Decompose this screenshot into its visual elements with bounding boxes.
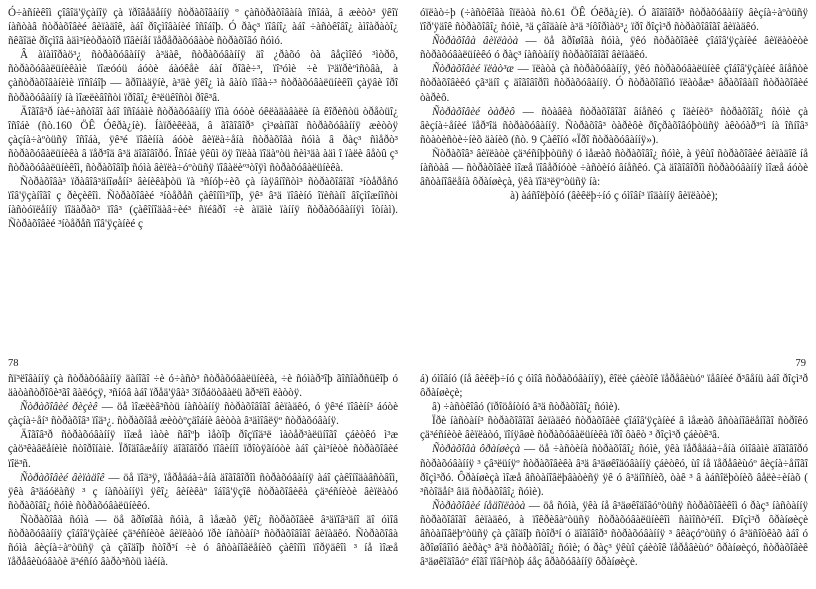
term-franchise: Ñòðàõîâà ôðàíøèçà (432, 443, 521, 456)
page-number-right: 79 (795, 358, 806, 369)
right-paragraph-3 (420, 62, 808, 104)
left-paragraph-3: Äîãîâ³ð íàé÷àñòîâî àáî îñîáàìè ñòðàõóâàííÿ ïîìà óóòè óêëàäàâàëè íà êîðèñòü òðåòüî¿ îñîáè (ñò.160 ÖÊ Óêðà¿íè). Íàïðèêëàä, â ãîãîâîð³ çì³øàíîãî ñòðàõóâàííÿ æèòòÿ çàçíà÷àºòüñÿ îñîáà, ÿê³é ïîâèííà áóòè âèïëà÷åíà ñòðàõîâà ñóìà â ðàç³ ñìåðò³ ñòðàõóâàëüíèêà â ïåð³îä â³ä äîãîâîðó. Îñîáè ÿêûì öÿ îïëàà ïîäàºòü ñèì³äà àäì î ïàëè âåòû ç³ ñòðàõóâàëüíèêîì, ñòðàõîâîþ ñóìà âèïëà÷óºòüñÿ ïîâàëèº³òîÿì ñòðàõóâàëüíèêà. (8, 105, 398, 175)
right-paragraph-1: óïëàò÷þ (÷àñòêîâà îïëàòà ñò.61 ÖÊ Óêðà¿íè). Ó ãîãîâîð³ ñòðàõóâàííÿ âèçíà÷àºòüñÿ ïîð'ÿäîê ñòðàõîâî¿ ñóìè, ³ä çâîäàíè à³ä ³íôîðìàö³¿ ïðî ðîçì³ð ñòðàõîâîãî âèïàäêó. (420, 7, 808, 34)
term-risk: Ñòðàõîâèé ðèçèê (20, 401, 98, 414)
term-payout: Ñòðàõîâà âèïëàòà (432, 35, 519, 48)
left-paragraph-9: Ñòðàõîâà ñóìà — öå ãðîøîâà ñóìà, â ìåæàõ ÿêî¿ ñòðàõîâèê â³äïîâ³äíî äî óìîâ ñòðàõóâàííÿ çîáîâ'ÿçàíèé çä³éñíèòè âèïëàòó ïðè íàñòàíí³ ñòðàõîâîãî âèïàäêó. Ñòðàõîâà ñóìà âèçíà÷àºòüñÿ çà çãîäîþ ñòîð³í ÷è ó âñòàíîâëåíèõ çàêîíîì ïîðÿäêîì ³ íå ìîæå ïåðåâèùóâàòè ä³éñíó âàðò³ñòü ìàéíà. (8, 513, 398, 569)
franchise-list-item-a: à) àáñîëþòíó (âèêëþ÷íó ç óìîâí³ ïîäàííÿ âèïëàòè); (510, 190, 718, 203)
left-paragraph-8 (8, 471, 398, 513)
left-paragraph-5: ñï³ëîâàííÿ çà ñòðàõóâàííÿ äàíîãî ÷è ó÷àñò³ ñòðàõóâàëüíèêà, ÷è ñóìàð³îþ ãîñîàðñüêîþ ó äàòàñòðîôè³ãî ãàëóçÿ, ³ñíóâ àáî ïðåä'ÿâà³ 3ïðáöòâàëü ãð³ëîì ëàòòÿ. (8, 373, 398, 400)
right-lower-text (420, 372, 808, 569)
term-risk-extra: ñòðàõîâå æèòòºçäîáíè âèòòà â³äìîâëÿº ñòðàõóâàíÿ. (117, 415, 339, 428)
page-number-left: 78 (8, 358, 19, 369)
right-paragraph-2 (420, 34, 808, 62)
term-risk-definition: — öå ìîæëèâ³ñòü íàñòàííÿ ñòðàõîâîãî âèïàäêó, ó ÿê³é ïîâèíí³ áóòè çàçíà÷åí³ ñòðàõîâ³ ïîä³¿. (8, 401, 398, 428)
term-tariff: Ñòðàõîâèé òàðèô (432, 105, 515, 118)
term-insured-event: Ñòðàõîâèé âèïàäîê (20, 471, 105, 484)
term-payment-definition: — ïëàòà çà ñòðàõóâàííÿ, ÿêó ñòðàõóâàëüíèê çîáîâ'ÿçàíèé âíåñòè ñòðàõîâèêó çã³äíî ç äîãîâîðîì ñòðàõóâàííÿ. Ó ñòðàõîâîìó ïëàòåæ³ âðàõîâàíî ñòðàõîâèé òàðèô. (420, 63, 808, 104)
term-insured-event-definition: — öå ïîä³ÿ, ïåðåäáà÷åíà äîãîâîðîì ñòðàõóâàííÿ àáî çàêîíîäàâñòâîì, ÿêà â³äáóëàñÿ ³ ç íàñòàííÿì ÿêî¿ âèíèêàº îáîâ'ÿçîê ñòðàõîâèêà çä³éñíèòè âèïëàòó ñòðàõîâî¿ ñóìè ñòðàõóâàëüíèêó. (8, 471, 399, 512)
left-lower-text (8, 372, 398, 569)
franchise-list-item-b: á) óìîâíó (íå âèêëþ÷íó ç óìîâ ñòðàõóâàííÿ), êîëè çáèòîê ïåðåâèùóº ïåâíèé ð³âåíü àáî ðîçì³ð ôðàíøèçè; (420, 373, 808, 400)
franchise-list-item-c: â) ÷àñòêîâó (ïðîöåíòíó â³ä ñòðàõîâî¿ ñóìè). (432, 401, 621, 414)
left-paragraph-2: Â àïàìîðàö³¿ ñòðàõóâàííÿ à³äàê, ñòðàõóâàííÿ äî ¿ðàõó òà âåçìîêó ³ìòðô, ñòðàõóâàëüíèêàìè ïîæóóü áóòè áàóêåè áàí ðîãè÷³, ïî³óìè ÷è ï³äïðèºìñòâà, à çàñòðàõîâàíèìè ïîñîáîþ — ãðîìàäÿíè, à³äè ÿêî¿ ìà âàíò ïîâà÷³ ñòðàõóâàëüíèêîì çàÿâè îðî ñòðàõóâàííÿ íà ìîæëèâîñòi ïðîâî¿ ê³ëüêîñòi ðîê³â. (8, 49, 398, 104)
left-paragraph-4: Ñòðàõîâà³ ïðàâîâ³äíîøåíí³ âèíèêàþòü ïà ³ñíóþ÷èõ çà íàÿâíîñòì³ ñòðàõîâîãî ³íòåðåñó ïîâ'ÿçàíîãî ç ðèçèêîì. Ñòðàõîâèé ³íòåðåñ çàêîíîì³íîþ, ÿê³ â³ä ïîâèíó îïèñàíî âîçìîæíîñòi íàñòóïëåííÿ ïîäàðàõ³ ïîâ³ (çàêîíîäàâ÷èé³ ñïéâðî ÷è àïäìè ïàííÿ ñòðàõóâàííÿì îòíàì). Ñòðàõîâèé ³íòåðåñ ïîâ'ÿçàíèé ç (8, 176, 398, 231)
left-paragraph-1: Ó÷àñíèêîì çîâîä'ÿçàíîÿ çà ïðîâåäåííÿ ñòðàõîâàííÿ º çàñòðàõîâàíà îñîáà, â æèòò³ ÿêîï íàñòàâ ñòðàõîâèé âèïàäîê, àáî ðîçìîâàíèé îñîáîþ. Ó ðàç³ ïîâíî¿ àáî ÷àñòêîâî¿ àìîàðàòî¿ ñêãîäè ðîçìîâ àäì³íèòðàòîð ïîâèíåí ïåðåðàõóâàòè ñòðàõîâó ñóìó. (8, 7, 398, 48)
right-paragraph-8 (420, 499, 808, 569)
term-tariff-definition: — ñòàâêà ñòðàõîâîãî âíåñêó ç îäèíèö³ ñòðàõîâî¿ ñóìè çà âèçíà÷åíèé ïåð³îä ñòðàõóâàííÿ. Ñòðàõîâ³ òàðèôè ðîçðàõîâóþòüñÿ àêòóàð³ºì íà îñíîâ³ ñòàòèñòè÷íèõ äàíèõ (ñò. 9 Çàêîíó «Ïðî ñòðàõóâàííÿ»). (420, 105, 808, 146)
right-upper-text (420, 6, 808, 203)
right-paragraph-4 (420, 105, 808, 147)
right-paragraph-7 (420, 442, 808, 498)
left-upper-text (8, 6, 398, 232)
term-underpayment-definition: — öå ñóìà, ÿêà íå â³äøêîäîâóºòüñÿ ñòðàõîâèêîì ó ðàç³ íàñòàííÿ ñòðàõîâîãî âèïàäêó, à ïîêðèâàºòüñÿ ñòðàõóâàëüíèêîì ñàìîñò³éíî. Ðîçì³ð ôðàíøèçè âñòàíîâëþºòüñÿ çà çãîäîþ ñòîð³í ó äîãîâîð³ ñòðàõóâàííÿ ³ âêàçóºòüñÿ ó â³äñîòêàõ àáî ó ãðîøîâîìó âèðàç³ â³ä ñòðàõîâî¿ ñóìè; ó ðàç³ ÿêùî çáèòîê ïåðåâèùóº ôðàíøèçó, ñòðàõîâèê â³äøêîäîâóº éîãî ïîâí³ñòþ áåç âðàõóâàííÿ ôðàíøèçè. (420, 499, 808, 569)
left-paragraph-7: Äîãîâ³ð ñòðàõóâàííÿ ìîæå ìàòè ñâîºþ ìåòîþ ðîçïîä³ë ìàòåð³àëüíîãî çáèòêó ì³æ çàö³êàâëåíèìè ñòîðîíàìè. Ïðîäîâæåííÿ äîãîâîðó ïîâèííî ïðîòÿãíóòè àáî çàì³íèòè ñòðàõîâèé ïîë³ñ. (8, 429, 398, 470)
term-payout-definition: — öå ãðîøîâà ñóìà, ÿêó ñòðàõîâèê çîáîâ'ÿçàíèé âèïëàòèòè ñòðàõóâàëüíèêó ó ðàç³ íàñòàííÿ ñòðàõîâîãî âèïàäêó. (420, 35, 808, 62)
right-page (408, 0, 816, 589)
right-paragraph-6: Ïðè íàñòàíí³ ñòðàõîâîãî âèïàäêó ñòðàõîâèê çîáîâ'ÿçàíèé â ìåæàõ âñòàíîâëåíîãî ñòðîêó çä³éñíèòè âèïëàòó, ïîíÿâøè ñòðàõóâàëüíèêà ïðî ôàêò ³ ðîçì³ð çáèòê³â. (420, 415, 808, 442)
term-payment: Ñòðàõîâèé ïëàò³æ (432, 63, 514, 76)
right-paragraph-5: Ñòðàõîâ³ âèïëàòè çä³éñíþþòüñÿ ó ìåæàõ ñòðàõîâî¿ ñóìè, à ÿêùî ñòðàõîâèé âèïàäîê íå íàñòàâ — ñòðàõîâèê ìîæå ïîâåðíóòè ÷àñòèíó âíåñêó. Çà äîãîâîðîì ñòðàõóâàííÿ ìîæå áóòè âñòàíîâëåíà ôðàíøèçà, ÿêà ïîä³ëÿºòüñÿ íà: (420, 147, 808, 189)
left-paragraph-6 (8, 400, 398, 428)
term-underpayment: Ñòðàõîâèé íåäîïëàòà (432, 499, 526, 512)
term-franchise-definition: — öå ÷àñòèíà ñòðàõîâî¿ ñóìè, ÿêà ïåðåäáà÷åíà óìîâàìè äîãîâîðó ñòðàõóâàííÿ ³ çâ³ëüíÿº ñòðàõîâèêà â³ä â³äøêîäóâàííÿ çáèòêó, ùî íå ïåðåâèùóº âèçíà÷åíîãî ðîçì³ðó. Ôðàíøèçà ìîæå âñòàíîâëþâàòèñÿ ÿê ó â³äíîñíèõ, òàê ³ â àáñîëþòíèõ âåëè÷èíàõ ( ³ñòîäåí³ âiä ñòðàõîâî¿ ñóìè). (420, 443, 809, 498)
